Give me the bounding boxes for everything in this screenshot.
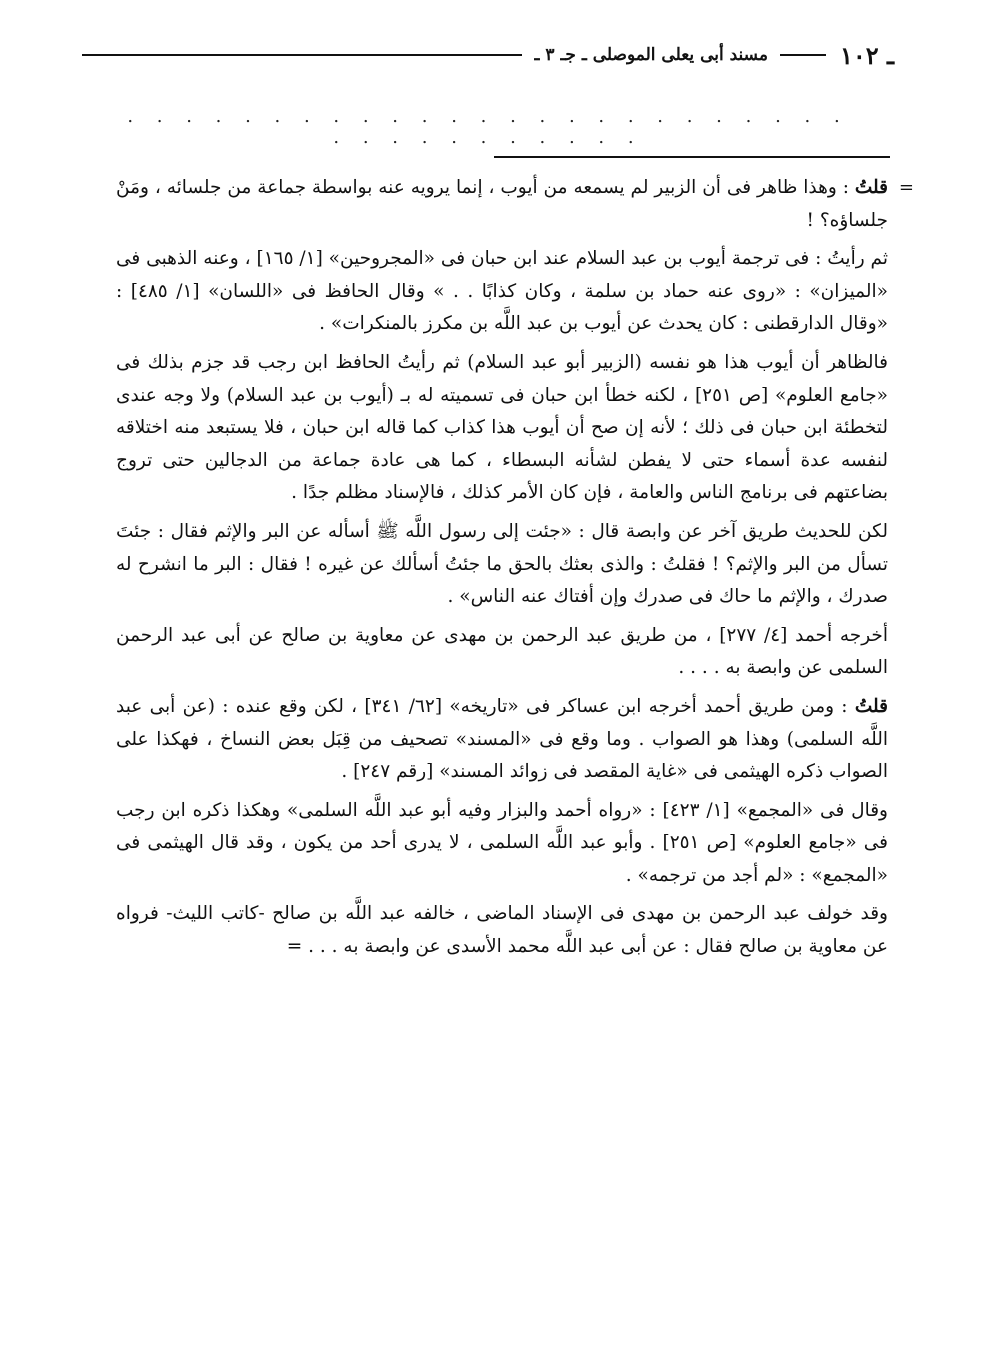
paragraph-text: وقال فى «المجمع» [١/ ٤٢٣] : «رواه أحمد والبزار وفيه أبو عبد اللَّه السلمى» وهكذا ذكره ابن رجب فى «جامع العلوم» [ص ٢٥١] . وأبو عبد اللَّه السلمى ، لا يدرى أحد من يكون ، وقد قال الهيثمى فى «المجمع» : «لم أجد من ترجمه» . [116,799,888,886]
paragraph-text: : ومن طريق أحمد أخرجه ابن عساكر فى «تاريخه» [٦٢/ ٣٤١] ، لكن وقع عنده : (عن أبى عبد اللَّه السلمى) وهذا هو الصواب . وما وقع فى «المسند» تصحيف من قِبَل بعض النساخ ، فهكذا على الصواب ذكره الهيثمى فى «غاية المقصد فى زوائد المسند» [رقم ٢٤٧] . [116,695,888,783]
paragraph [116,172,914,237]
footnote-body [116,172,914,970]
paragraph-text: أخرجه أحمد [٤/ ٢٧٧] ، من طريق عبد الرحمن بن مهدى عن معاوية بن صالح عن أبى عبد الرحمن السلمى عن وابصة به . . . . [116,624,888,679]
paragraph [116,795,888,893]
paragraph [116,516,888,614]
page-number: ـ ١٠٢ [839,40,894,70]
paragraph-lead: قلتُ [854,177,889,198]
paragraph-text: ثم رأيتُ : فى ترجمة أيوب بن عبد السلام عند ابن حبان فى «المجروحين» [١/ ١٦٥] ، وعنه الذهبى فى «الميزان» : «روى عنه حماد بن سلمة ، وكان كذابًا . . » وقال الحافظ فى «اللسان» [١/ ٤٨٥] : «وقال الدارقطنى : كان يحدث عن أيوب بن عبد اللَّه بن مكرز بالمنكرات» . [116,248,888,335]
paragraph-lead: قلتُ [854,695,888,717]
paragraph-text: لكن للحديث طريق آخر عن وابصة قال : «جئت إلى رسول اللَّه ﷺ أسأله عن البر والإثم فقال : جئتَ تسأل من البر والإثم؟ ! فقلتُ : والذى بعثك بالحق ما جئتُ أسألك عن غيره ! فقال : البر ما انشرح له صدرك ، والإثم ما حاك فى صدرك وإن أفتاك عنه الناس» . [116,520,888,608]
paragraph [116,691,888,789]
paragraph [116,620,888,685]
paragraph [116,347,888,510]
paragraph [116,898,888,963]
paragraph [116,243,888,341]
continuation-marker: = [898,177,914,198]
running-header [82,38,894,72]
paragraph-text: وقد خولف عبد الرحمن بن مهدى فى الإسناد الماضى ، خالفه عبد اللَّه بن صالح -كاتب الليث- فرواه عن معاوية بن صالح فقال : عن أبى عبد اللَّه محمد الأسدى عن وابصة به . . . = [116,903,888,958]
footnote-separator [494,156,890,158]
header-rule-left [780,54,826,56]
header-rule-right [82,54,522,56]
paragraph-text: فالظاهر أن أيوب هذا هو نفسه (الزبير أبو عبد السلام) ثم رأيتُ الحافظ ابن رجب قد جزم بذلك فى «جامع العلوم» [ص ٢٥١] ، لكنه خطأ ابن حبان فى تسميته له بـ (أيوب بن عبد السلام) ولا وجه عندى لتخطئة ابن حبان فى ذلك ؛ لأنه إن صح أن أيوب هذا كذاب كما قاله ابن حبان ، فلا يستبعد منه اختلاقه لنفسه عدة أسماء حتى لا يفطن لشأنه البسطاء ، كما هى عادة جماعة من الدجالين حتى تروج بضاعتهم فى برنامج الناس والعامة ، فإن كان الأمر كذلك ، فالإسناد مظلم جدًا . [116,351,888,504]
omission-dots: . . . . . . . . . . . . . . . . . . . . . . . . . . . . . . . . . . . . [127,106,849,148]
book-title: مسند أبى يعلى الموصلى ـ جـ ٣ ـ [534,45,768,65]
paragraph-text: : وهذا ظاهر فى أن الزبير لم يسمعه من أيوب ، إنما يرويه عنه بواسطة جماعة من جلسائه ، ومَنْ جلساؤه؟ ! [116,177,888,231]
